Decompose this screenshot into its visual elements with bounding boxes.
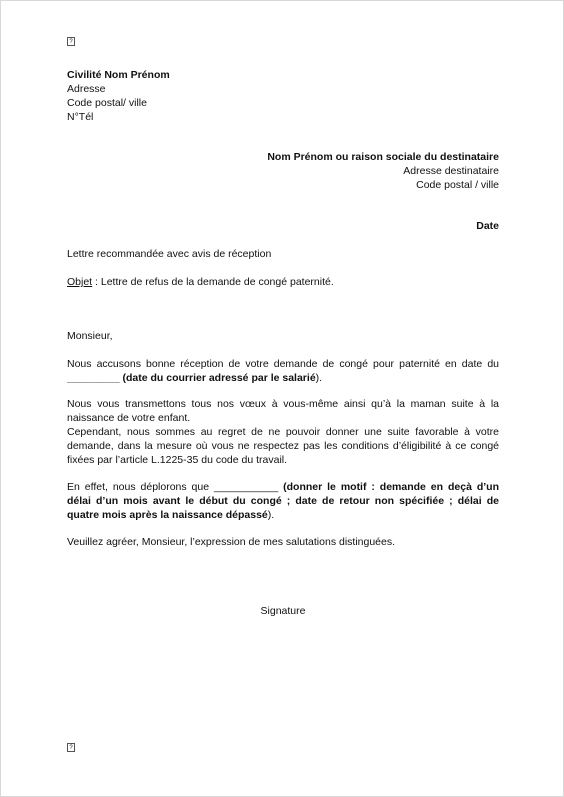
paragraph-refusal: Cependant, nous sommes au regret de ne pouvoir donner une suite favorable à votre demande, dans la mesure où vous ne respectez pas les conditions d’éligibilité à ce congé fixées par l’article L.1225-35 du code du travail. <box>67 426 499 466</box>
salutation: Monsieur, <box>67 330 113 342</box>
placeholder-glyph-icon: ? <box>67 37 75 46</box>
sender-postal: Code postal/ ville <box>67 97 147 109</box>
subject-label: Objet <box>67 276 93 288</box>
placeholder-glyph-icon: ? <box>67 743 75 752</box>
recipient-block <box>67 150 499 192</box>
sender-block <box>67 68 499 124</box>
closing-formula: Veuillez agréer, Monsieur, l’expression de mes salutations distinguées. <box>67 536 396 548</box>
paragraph1-bold: (date du courrier adressé par le salarié <box>119 372 316 384</box>
paragraph4-text: En effet, nous déplorons que <box>67 481 214 493</box>
signature: Signature <box>260 605 306 617</box>
recipient-name: Nom Prénom ou raison sociale du destinataire <box>267 151 499 163</box>
paragraph-acknowledgement <box>67 357 499 385</box>
sender-phone: N°Tél <box>67 111 94 123</box>
sender-name: Civilité Nom Prénom <box>67 69 170 81</box>
paragraph1-blank: _________ <box>67 372 120 384</box>
delivery-mode: Lettre recommandée avec avis de réception <box>67 248 272 260</box>
subject-text: : Lettre de refus de la demande de congé paternité. <box>92 276 334 288</box>
paragraph4-blank: ___________ <box>213 481 279 493</box>
sender-address: Adresse <box>67 83 106 95</box>
paragraph-wishes: Nous vous transmettons tous nos vœux à vous-même ainsi qu’à la maman suite à la naissance de votre enfant. <box>67 398 499 424</box>
recipient-postal: Code postal / ville <box>416 179 499 191</box>
paragraph-reason <box>67 480 499 522</box>
recipient-address: Adresse destinataire <box>403 165 499 177</box>
subject-line <box>67 275 499 289</box>
paragraph4-bold: (donner le motif : demande en deçà d’un délai d’un mois avant le début du congé ; date de retour non spécifiée ; délai de quatre mois après la naissance dépassé <box>67 481 499 521</box>
paragraph1-end: ). <box>315 372 323 384</box>
letter-date: Date <box>476 220 499 232</box>
paragraph1-text: Nous accusons bonne réception de votre demande de congé pour paternité en date du <box>67 358 499 370</box>
paragraph4-end: ). <box>267 509 275 521</box>
